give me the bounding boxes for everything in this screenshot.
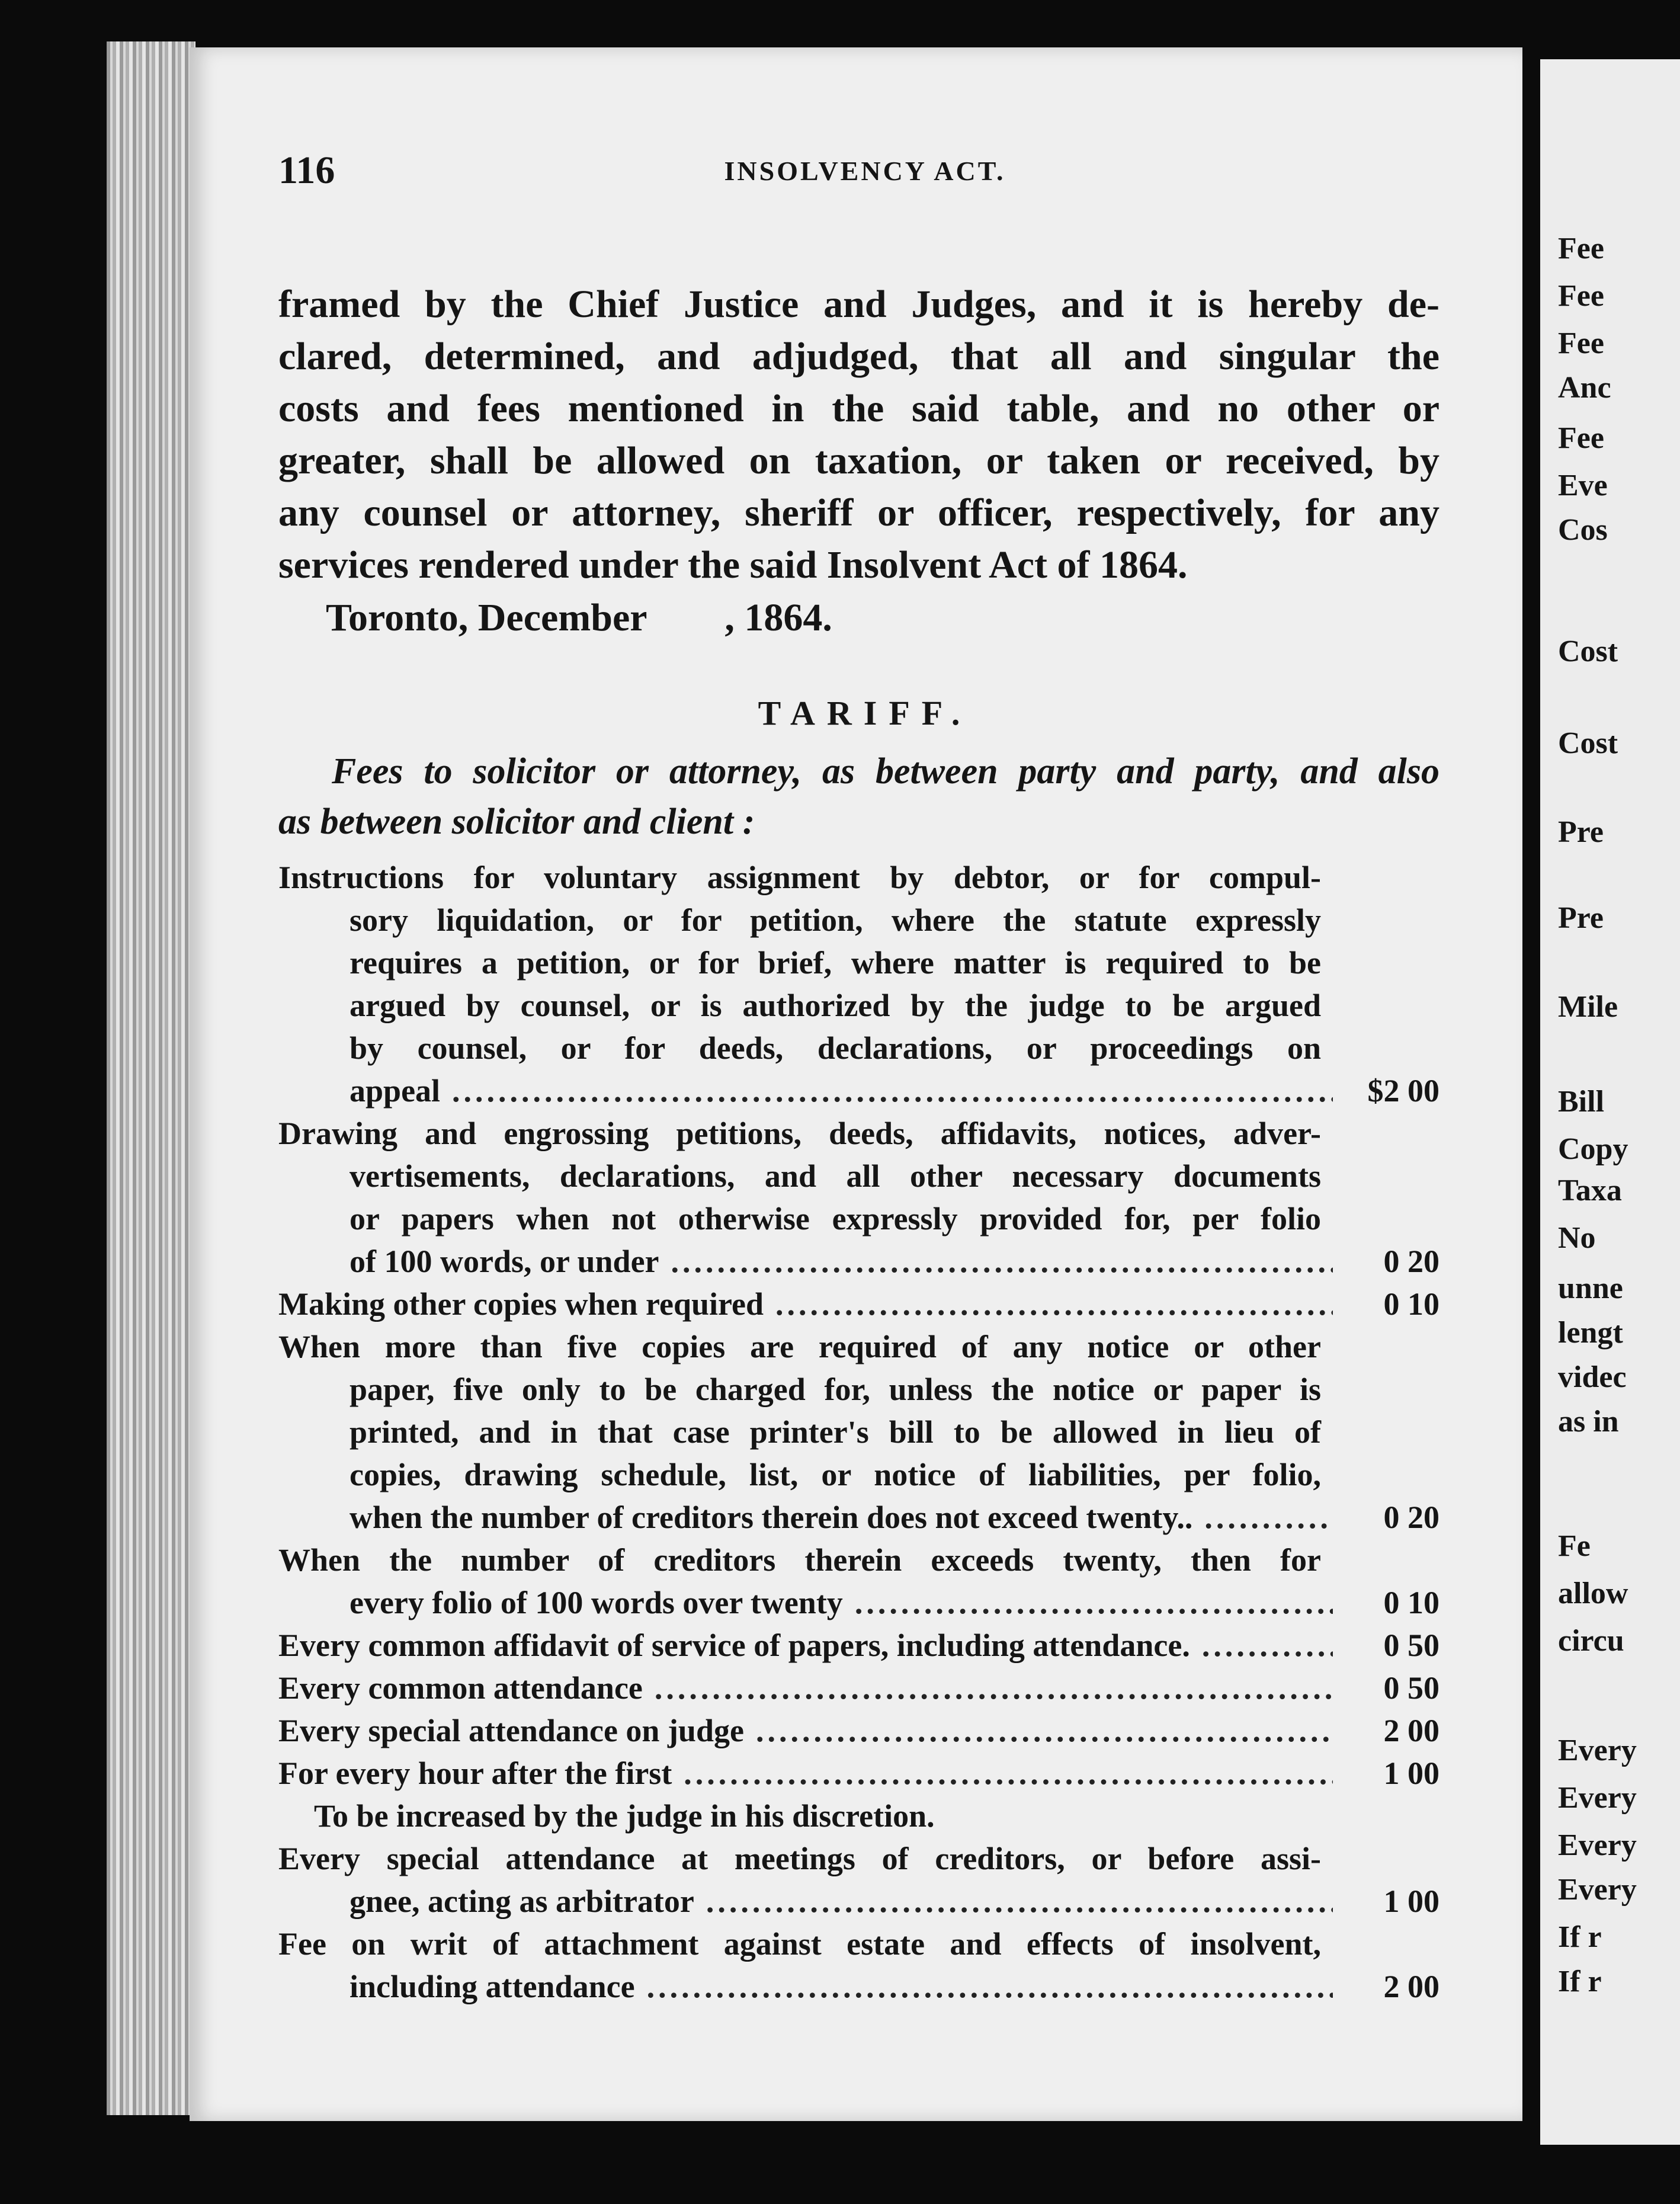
fee-amount: $2 00 [1367,1073,1439,1109]
tariff-item [278,1325,1439,1539]
tariff-item-text: gnee, acting as arbitrator [350,1883,694,1919]
tariff-item [278,1667,1439,1709]
tariff-item-line: vertisements, declarations, and all other necessary documents [350,1158,1321,1194]
tariff-item-text: For every hour after the first [278,1755,672,1791]
fee-amount: 0 50 [1383,1628,1439,1663]
tariff-item-line: requires a petition, or for brief, where matter is required to be [350,945,1321,981]
facing-page-text: Cos [1558,513,1608,547]
facing-page-text: allow [1558,1577,1628,1610]
tariff-item-text: Making other copies when required [278,1286,764,1322]
tariff-item [278,1795,1439,1837]
dot-leader [756,1709,1333,1752]
fees-caption-line: as between solicitor and client : [278,802,755,842]
tariff-item [278,1539,1439,1624]
intro-line: services rendered under the said Insolvent Act of 1864. [278,543,1188,587]
tariff-item-text: appeal [350,1073,441,1109]
tariff-item-text: Every common attendance [278,1670,643,1706]
facing-page-text: Every [1558,1873,1637,1907]
tariff-item-text: Every common affidavit of service of papers, including attendance. [278,1628,1190,1663]
tariff-item [278,1923,1439,2008]
tariff-item-line: sory liquidation, or for petition, where the statute expressly [350,902,1321,938]
tariff-item-line: Fee on writ of attachment against estate and effects of insolvent, [278,1926,1321,1962]
tariff-item-line: When the number of creditors therein exceeds twenty, then for [278,1542,1321,1578]
tariff-item-last-line [278,1880,1439,1923]
dot-leader [655,1667,1333,1709]
facing-page-text: as in [1558,1405,1619,1439]
running-title: INSOLVENCY ACT. [724,156,1006,186]
facing-page-text: Copy [1558,1132,1628,1166]
book-gutter [1522,36,1540,2157]
tariff-item-last-line [278,1069,1439,1112]
intro-line: framed by the Chief Justice and Judges, and it is hereby de- [278,283,1439,326]
fee-amount: 0 10 [1383,1585,1439,1620]
book-page [190,47,1522,2121]
tariff-item-line: Drawing and engrossing petitions, deeds, affidavits, notices, adver- [278,1116,1321,1151]
facing-page-text: Fee [1558,279,1604,313]
tariff-item-last-line [278,1709,1439,1752]
tariff-item-line: Instructions for voluntary assignment by debtor, or for compul- [278,860,1321,895]
tariff-item-line: Every special attendance at meetings of creditors, or before assi- [278,1841,1321,1876]
facing-page-text: Bill [1558,1085,1605,1119]
tariff-item-last-line [278,1667,1439,1709]
tariff-item-text: of 100 words, or under [350,1244,659,1279]
facing-page-text: Fee [1558,232,1604,265]
facing-page-text: Eve [1558,469,1608,502]
fee-amount: 0 10 [1383,1286,1439,1322]
dot-leader [647,1965,1333,2008]
tariff-item-line: by counsel, or for deeds, declarations, or proceedings on [350,1030,1321,1066]
fees-caption [278,747,1439,847]
intro-line: clared, determined, and adjudged, that all and singular the [278,335,1439,378]
tariff-item-last-line [278,1965,1439,2008]
intro-line: greater, shall be allowed on taxation, or taken or received, by [278,439,1439,482]
tariff-item-last-line [278,1624,1439,1667]
page-number: 116 [278,149,335,192]
facing-page-text: Every [1558,1828,1637,1862]
tariff-item-line: When more than five copies are required of any notice or other [278,1329,1321,1364]
fee-amount: 0 20 [1383,1500,1439,1535]
facing-page-text: Fee [1558,326,1604,360]
fee-amount: 2 00 [1383,1713,1439,1748]
fee-amount: 0 50 [1383,1670,1439,1706]
tariff-note: To be increased by the judge in his discretion. [314,1798,935,1834]
tariff-item [278,856,1439,1112]
tariff-item-line: argued by counsel, or is authorized by the judge to be argued [350,988,1321,1023]
tariff-item [278,1624,1439,1667]
dot-leader [1202,1624,1333,1667]
tariff-item-line: or papers when not otherwise expressly provided for, per folio [350,1201,1321,1236]
tariff-item [278,1283,1439,1325]
dot-leader [775,1283,1333,1325]
dateline: Toronto, December , 1864. [326,596,832,639]
facing-page-text: Mile [1558,990,1618,1024]
facing-page-text: Every [1558,1734,1637,1767]
facing-page-text: lengt [1558,1316,1623,1350]
tariff-item [278,1752,1439,1795]
dot-leader [1204,1496,1333,1539]
facing-page-text: No [1558,1221,1596,1255]
tariff-heading: TARIFF. [758,694,972,732]
intro-paragraph [278,278,1439,591]
tariff-item-last-line [278,1581,1439,1624]
facing-page-text: Anc [1558,371,1611,405]
dot-leader [706,1880,1333,1923]
facing-page-text: Every [1558,1781,1637,1815]
dot-leader [684,1752,1333,1795]
tariff-item-text: every folio of 100 words over twenty [350,1585,843,1620]
facing-page-text: unne [1558,1271,1623,1305]
tariff-item [278,1837,1439,1923]
intro-line: costs and fees mentioned in the said table, and no other or [278,387,1439,430]
facing-page-text: If r [1558,1920,1602,1954]
facing-page-fragment [1540,59,1680,2145]
tariff-item [278,1112,1439,1283]
tariff-item-line: paper, five only to be charged for, unless the notice or paper is [350,1372,1321,1407]
facing-page-text: Pre [1558,815,1604,849]
fee-amount: 1 00 [1383,1755,1439,1791]
facing-page-text: circu [1558,1624,1624,1658]
tariff-item [278,1709,1439,1752]
tariff-item-last-line [278,1240,1439,1283]
dot-leader [855,1581,1333,1624]
tariff-item-last-line [278,1496,1439,1539]
tariff-item-text: when the number of creditors therein does not exceed twenty.. [350,1500,1193,1535]
fee-amount: 0 20 [1383,1244,1439,1279]
facing-page-text: Fe [1558,1529,1591,1563]
facing-page-text: Cost [1558,635,1618,668]
fee-amount: 2 00 [1383,1969,1439,2004]
tariff-item-line: copies, drawing schedule, list, or notice of liabilities, per folio, [350,1457,1321,1492]
page-edge-stack [107,41,195,2115]
tariff-item-last-line [278,1283,1439,1325]
facing-page-text: Pre [1558,901,1604,935]
tariff-list [278,856,1439,2008]
facing-page-text: Fee [1558,421,1604,455]
intro-line: any counsel or attorney, sheriff or officer, respectively, for any [278,491,1439,534]
dot-leader [452,1069,1333,1112]
facing-page-text: Cost [1558,726,1618,760]
facing-page-text: If r [1558,1965,1602,1998]
facing-page-text: Taxa [1558,1174,1622,1207]
dot-leader [671,1240,1333,1283]
tariff-item-line: printed, and in that case printer's bill to be allowed in lieu of [350,1414,1321,1450]
tariff-item-last-line [278,1752,1439,1795]
tariff-item-text: including attendance [350,1969,635,2004]
fee-amount: 1 00 [1383,1883,1439,1919]
running-head [278,148,1451,201]
facing-page-text: videc [1558,1360,1627,1394]
fees-caption-line: Fees to solicitor or attorney, as between party and party, and also [332,751,1439,792]
tariff-item-text: Every special attendance on judge [278,1713,744,1748]
